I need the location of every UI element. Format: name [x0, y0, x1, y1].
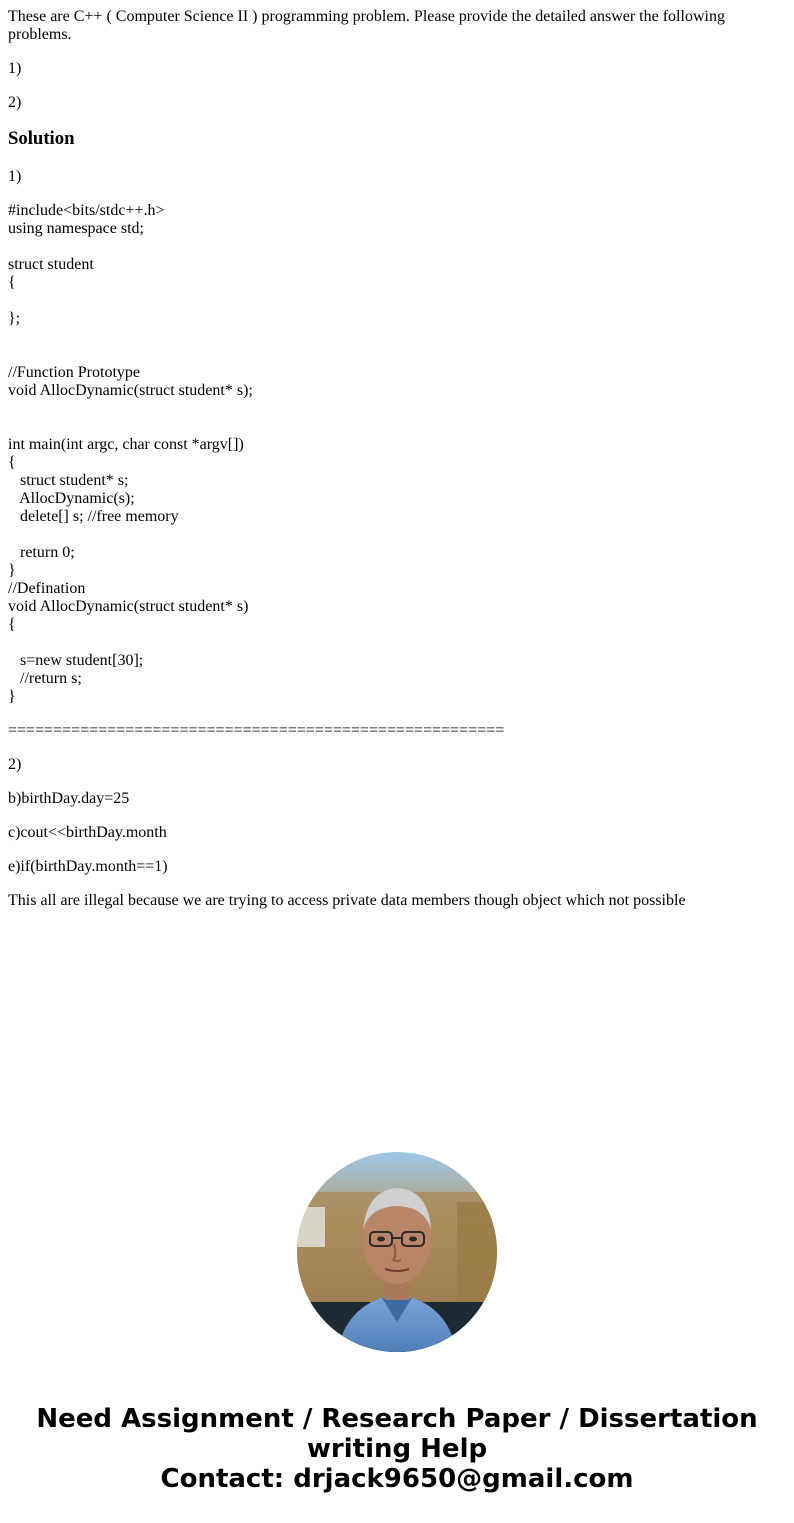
code-line: { [8, 274, 16, 291]
code-line [8, 634, 786, 652]
separator: ======================================================= [8, 722, 505, 739]
code-line: //Defination [8, 580, 86, 597]
code-line: { [8, 454, 16, 471]
question-intro: These are C++ ( Computer Science II ) programming problem. Please provide the detailed answer the following problems. [8, 8, 725, 43]
code-line: return 0; [8, 544, 75, 561]
avatar [297, 1152, 497, 1352]
question-item-2: 2) [8, 94, 22, 111]
code-line: delete[] s; //free memory [8, 508, 179, 525]
code-line: AllocDynamic(s); [8, 490, 135, 507]
help-banner-line2: writing Help [306, 1434, 488, 1464]
code-line: using namespace std; [8, 220, 144, 237]
code-line: //Function Prototype [8, 364, 140, 381]
code-line: } [8, 562, 16, 579]
answer-c: c)cout<<birthDay.month [8, 824, 167, 841]
code-block [8, 202, 786, 706]
code-line [8, 328, 786, 346]
code-line [8, 292, 786, 310]
portrait-photo [297, 1152, 497, 1352]
help-banner [0, 1404, 794, 1494]
code-line: int main(int argc, char const *argv[]) [8, 436, 244, 453]
document-body [8, 8, 786, 926]
solution-heading: Solution [8, 128, 75, 149]
code-line: }; [8, 310, 21, 327]
question-item-1: 1) [8, 60, 22, 77]
code-line: void AllocDynamic(struct student* s); [8, 382, 253, 399]
answer-e: e)if(birthDay.month==1) [8, 858, 168, 875]
code-line: { [8, 616, 16, 633]
code-line [8, 418, 786, 436]
solution-part2-label: 2) [8, 756, 22, 773]
code-line: #include<bits/stdc++.h> [8, 202, 165, 219]
explanation: This all are illegal because we are trying to access private data members though object which not possible [8, 892, 686, 909]
code-line: void AllocDynamic(struct student* s) [8, 598, 249, 615]
code-line: struct student [8, 256, 94, 273]
code-line [8, 526, 786, 544]
solution-part1-label: 1) [8, 168, 22, 185]
help-banner-line1: Need Assignment / Research Paper / Dissertation [36, 1404, 758, 1434]
footer [0, 1152, 794, 1494]
code-line: s=new student[30]; [8, 652, 144, 669]
code-line: //return s; [8, 670, 82, 687]
code-line [8, 400, 786, 418]
answer-b: b)birthDay.day=25 [8, 790, 130, 807]
code-line: struct student* s; [8, 472, 129, 489]
code-line [8, 346, 786, 364]
code-line: } [8, 688, 16, 705]
contact-email: Contact: drjack9650@gmail.com [160, 1464, 634, 1494]
code-line [8, 238, 786, 256]
